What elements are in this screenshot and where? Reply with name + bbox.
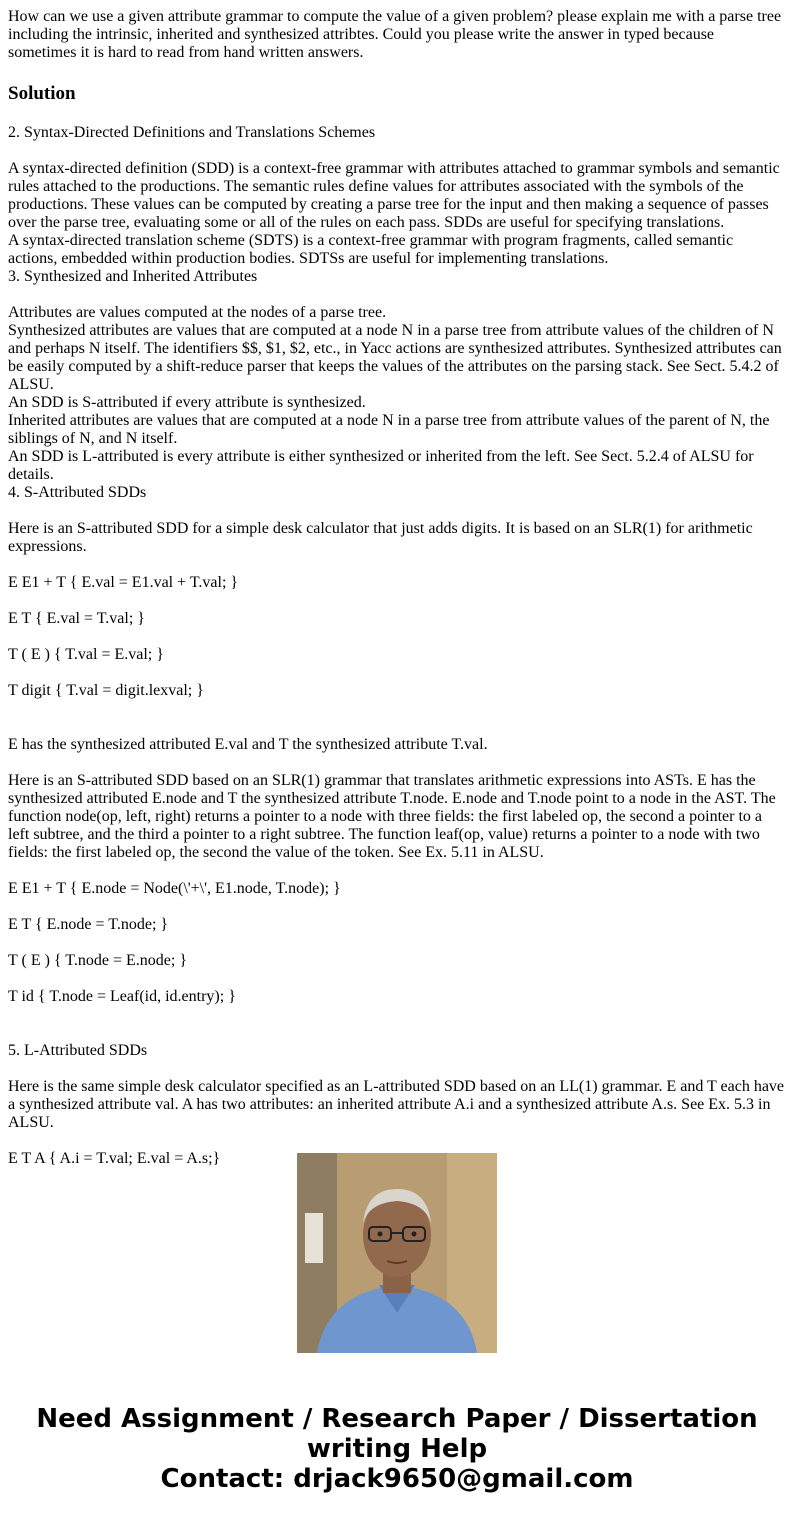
solution-body — [8, 124, 786, 1168]
line-gap — [8, 754, 786, 772]
line-gap — [8, 502, 786, 520]
body-line: E E1 + T { E.val = E1.val + T.val; } — [8, 574, 239, 591]
body-line: An SDD is S-attributed if every attribute is synthesized. — [8, 394, 366, 411]
line-gap — [8, 556, 786, 574]
body-line: Attributes are values computed at the nodes of a parse tree. — [8, 304, 387, 321]
body-line: 5. L-Attributed SDDs — [8, 1042, 148, 1059]
body-line: T ( E ) { T.val = E.val; } — [8, 646, 164, 663]
body-line: A syntax-directed definition (SDD) is a context-free grammar with attributes attached to grammar symbols and semantic rules attached to the productions. The semantic rules define values for attributes associated with the symbols of the productions. These values can be computed by creating a parse tree for the input and then making a sequence of passes over the parse tree, evaluating some or all of the rules on each pass. SDDs are useful for specifying translations. — [8, 160, 780, 231]
line-gap — [8, 1132, 786, 1150]
line-gap — [8, 970, 786, 988]
cta-line-1: Need Assignment / Research Paper / Dissertation — [36, 1404, 758, 1434]
line-gap — [8, 862, 786, 880]
body-line: E T { E.node = T.node; } — [8, 916, 169, 933]
line-gap — [8, 628, 786, 646]
body-line: 4. S-Attributed SDDs — [8, 484, 147, 501]
body-line: Inherited attributes are values that are computed at a node N in a parse tree from attribute values of the parent of N, the siblings of N, and N itself. — [8, 412, 770, 447]
contact-banner — [0, 1404, 794, 1494]
line-gap — [8, 1024, 786, 1042]
cta-line-3: Contact: drjack9650@gmail.com — [160, 1464, 634, 1494]
question-text: How can we use a given attribute grammar to compute the value of a given problem? please explain me with a parse tree including the intrinsic, inherited and synthesized attribtes. Could you please write the answer in typed because sometimes it is hard to read from hand written answers. — [8, 8, 782, 61]
body-line: Here is the same simple desk calculator specified as an L-attributed SDD based on an LL(1) grammar. E and T each have a synthesized attribute val. A has two attributes: an inherited attribute A.i and a synthesized attribute A.s. See Ex. 5.3 in ALSU. — [8, 1078, 785, 1131]
body-line: E has the synthesized attributed E.val and T the synthesized attribute T.val. — [8, 736, 488, 753]
line-gap — [8, 700, 786, 718]
body-line: E T { E.val = T.val; } — [8, 610, 145, 627]
line-gap — [8, 1006, 786, 1024]
body-line: Here is an S-attributed SDD for a simple desk calculator that just adds digits. It is based on an SLR(1) for arithmetic expressions. — [8, 520, 753, 555]
line-gap — [8, 664, 786, 682]
body-line: T id { T.node = Leaf(id, id.entry); } — [8, 988, 236, 1005]
body-line: An SDD is L-attributed is every attribute is either synthesized or inherited from the left. See Sect. 5.2.4 of ALSU for details. — [8, 448, 754, 483]
body-line: E E1 + T { E.node = Node(\'+\', E1.node, T.node); } — [8, 880, 341, 897]
body-line: 2. Syntax-Directed Definitions and Translations Schemes — [8, 124, 376, 141]
body-line: E T A { A.i = T.val; E.val = A.s;} — [8, 1150, 221, 1167]
article-content — [8, 8, 786, 1167]
body-line: Synthesized attributes are values that are computed at a node N in a parse tree from attribute values of the children of N and perhaps N itself. The identifiers $$, $1, $2, etc., in Yacc actions are synthesized attributes. Synthesized attributes can be easily computed by a shift-reduce parser that keeps the values of the attributes on the parsing stack. See Sect. 5.4.2 of ALSU. — [8, 322, 782, 393]
author-avatar — [297, 1153, 497, 1353]
line-gap — [8, 898, 786, 916]
line-gap — [8, 934, 786, 952]
body-line: A syntax-directed translation scheme (SDTS) is a context-free grammar with program fragments, called semantic actions, embedded within production bodies. SDTSs are useful for implementing translations. — [8, 232, 734, 267]
cta-line-2: writing Help — [306, 1434, 488, 1464]
line-gap — [8, 1060, 786, 1078]
body-line: Here is an S-attributed SDD based on an SLR(1) grammar that translates arithmetic expressions into ASTs. E has the synthesized attributed E.node and T the synthesized attribute T.node. E.node and T.node point to a node in the AST. The function node(op, left, right) returns a pointer to a node with three fields: the first labeled op, the second a pointer to a left subtree, and the third a pointer to a right subtree. The function leaf(op, value) returns a pointer to a node with two fields: the first labeled op, the second the value of the token. See Ex. 5.11 in ALSU. — [8, 772, 776, 861]
body-line: T digit { T.val = digit.lexval; } — [8, 682, 204, 699]
line-gap — [8, 592, 786, 610]
solution-heading: Solution — [8, 83, 76, 104]
line-gap — [8, 286, 786, 304]
line-gap — [8, 718, 786, 736]
body-line: T ( E ) { T.node = E.node; } — [8, 952, 188, 969]
line-gap — [8, 142, 786, 160]
body-line: 3. Synthesized and Inherited Attributes — [8, 268, 258, 285]
